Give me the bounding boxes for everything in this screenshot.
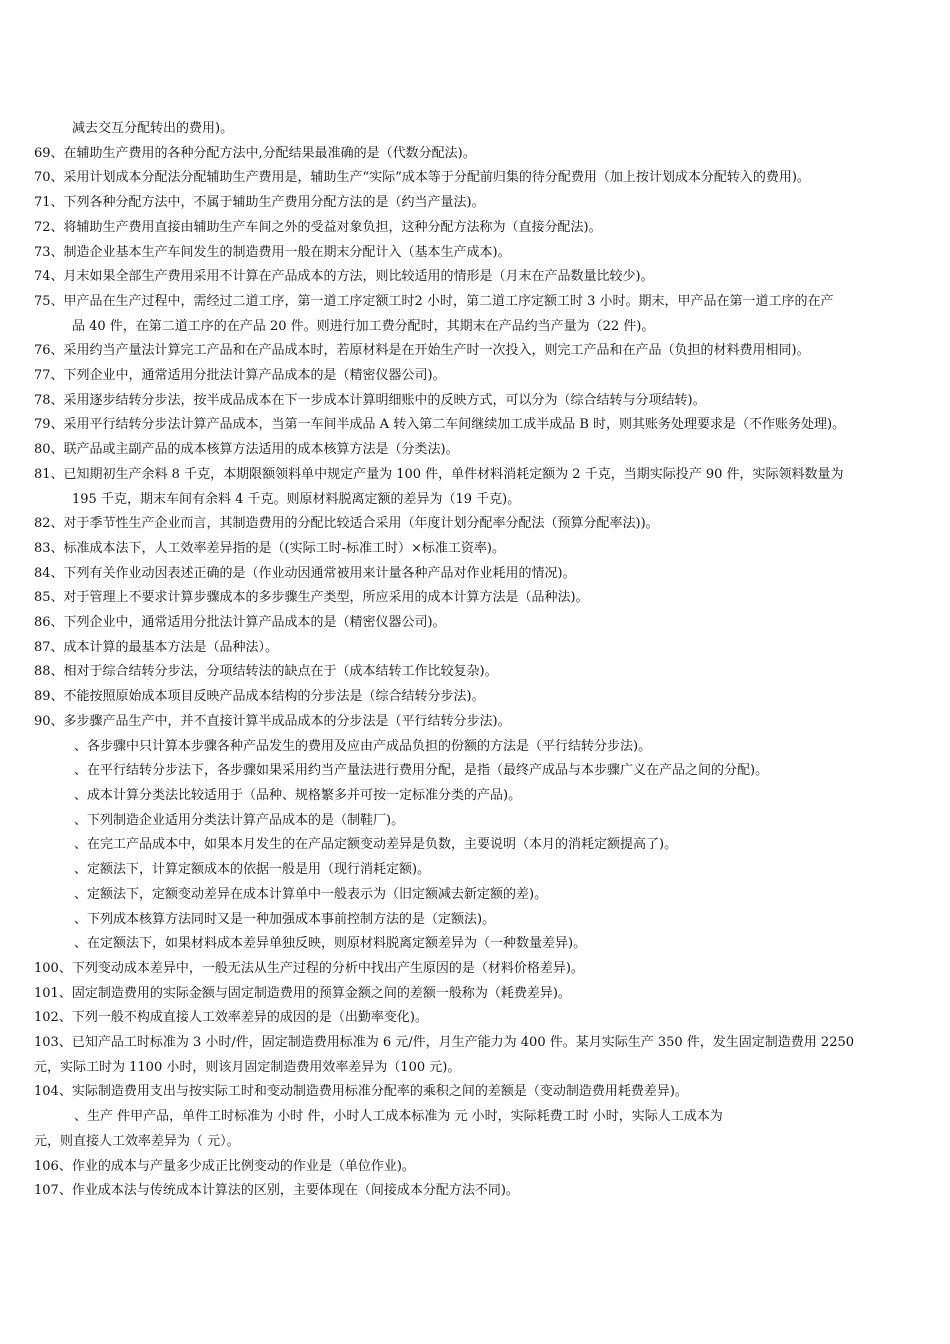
text-line: 102、下列一般不构成直接人工效率差异的成因的是（出勤率变化)。: [34, 1010, 428, 1026]
text-line: 69、在辅助生产费用的各种分配方法中,分配结果最准确的是（代数分配法)。: [34, 145, 476, 161]
text-line: 80、联产品或主副产品的成本核算方法适用的成本核算方法是（分类法)。: [34, 442, 459, 458]
text-line: 70、采用计划成本分配法分配辅助生产费用是，辅助生产“实际”成本等于分配前归集的待分配费用（加上按计划成本分配转入的费用)。: [34, 170, 810, 186]
text-line: 78、采用逐步结转分步法，按半成品成本在下一步成本计算明细账中的反映方式，可以分为（综合结转与分项结转)。: [34, 392, 706, 408]
text-line: 74、月末如果全部生产费用采用不计算在产品成本的方法，则比较适用的情形是（月末在产品数量比较少)。: [34, 269, 654, 285]
text-line: 81、已知期初生产余料 8 千克，本期限额领料单中规定产量为 100 件，单件材料消耗定额为 2 千克，当期实际投产 90 件，实际领料数量为: [34, 466, 844, 482]
text-line: 104、实际制造费用支出与按实际工时和变动制造费用标准分配率的乘积之间的差额是（变动制造费用耗费差异)。: [34, 1084, 688, 1100]
text-line: 107、作业成本法与传统成本计算法的区别，主要体现在（间接成本分配方法不同)。: [34, 1183, 519, 1199]
text-line: 106、作业的成本与产量多少成正比例变动的作业是（单位作业)。: [34, 1158, 415, 1174]
text-line: 88、相对于综合结转分步法，分项结转法的缺点在于（成本结转工作比较复杂)。: [34, 664, 498, 680]
text-line: 、定额法下，定额变动差异在成本计算单中一般表示为（旧定额减去新定额的差)。: [74, 886, 548, 902]
text-line: 、定额法下，计算定额成本的依据一般是用（现行消耗定额)。: [74, 862, 431, 878]
text-line: 83、标准成本法下，人工效率差异指的是（(实际工时-标准工时）×标准工资率)。: [34, 540, 505, 556]
text-line: 减去交互分配转出的费用)。: [72, 121, 234, 136]
text-line: 、下列成本核算方法同时又是一种加强成本事前控制方法的是（定额法)。: [74, 911, 496, 927]
text-line: 、在平行结转分步法下，各步骤如果采用约当产量法进行费用分配，是指（最终产成品与本步骤广义在产品之间的分配)。: [74, 763, 769, 779]
text-line: 103、已知产品工时标准为 3 小时/件，固定制造费用标准为 6 元/件，月生产能力为 400 件。某月实际生产 350 件，发生固定制造费用 2250: [34, 1035, 855, 1051]
text-line: 79、采用平行结转分步法计算产品成本，当第一车间半成品 A 转入第二车间继续加工成半成品 B 时，则其账务处理要求是（不作账务处理)。: [34, 417, 846, 433]
text-line: 82、对于季节性生产企业而言，其制造费用的分配比较适合采用（年度计划分配率分配法（预算分配率法))。: [34, 516, 659, 532]
text-line: 、下列制造企业适用分类法计算产品成本的是（制鞋厂)。: [74, 812, 405, 828]
text-line: 89、不能按照原始成本项目反映产品成本结构的分步法是（综合结转分步法)。: [34, 689, 485, 705]
text-line: 75、甲产品在生产过程中，需经过二道工序，第一道工序定额工时2 小时，第二道工序定额工时 3 小时。期末，甲产品在第一道工序的在产: [34, 293, 834, 309]
text-line: 86、下列企业中，通常适用分批法计算产品成本的是（精密仪器公司)。: [34, 615, 446, 631]
text-line: 73、制造企业基本生产车间发生的制造费用一般在期末分配计入（基本生产成本)。: [34, 244, 511, 260]
text-line: 、在完工产品成本中，如果本月发生的在产品定额变动差异是负数，主要说明（本月的消耗定额提高了)。: [74, 837, 678, 853]
text-line: 90、多步骤产品生产中，并不直接计算半成品成本的分步法是（平行结转分步法)。: [34, 713, 511, 729]
text-line: 77、下列企业中，通常适用分批法计算产品成本的是（精密仪器公司)。: [34, 368, 446, 384]
text-line: 71、下列各种分配方法中，不属于辅助生产费用分配方法的是（约当产量法)。: [34, 195, 485, 211]
text-line: 品 40 件，在第二道工序的在产品 20 件。则进行加工费分配时，其期末在产品约当产量为（22 件)。: [72, 318, 655, 334]
text-line: 84、下列有关作业动因表述正确的是（作业动因通常被用来计量各种产品对作业耗用的情况)。: [34, 565, 576, 581]
text-line: 、在定额法下，如果材料成本差异单独反映，则原材料脱离定额差异为（一种数量差异)。: [74, 936, 587, 952]
text-line: 76、采用约当产量法计算完工产品和在产品成本时，若原材料是在开始生产时一次投入，则完工产品和在产品（负担的材料费用相同)。: [34, 343, 810, 359]
text-line: 195 千克，期末车间有余料 4 千克。则原材料脱离定额的差异为（19 千克)。: [72, 491, 521, 507]
text-line: 、生产 件甲产品，单件工时标准为 小时 件，小时人工成本标准为 元 小时，实际耗费工时 小时，实际人工成本为: [74, 1109, 723, 1125]
text-line: 85、对于管理上不要求计算步骤成本的多步骤生产类型，所应采用的成本计算方法是（品种法)。: [34, 590, 589, 606]
text-line: 101、固定制造费用的实际金额与固定制造费用的预算金额之间的差额一般称为（耗费差异)。: [34, 985, 571, 1001]
text-line: 元，则直接人工效率差异为（ 元）。: [34, 1133, 240, 1149]
text-line: 72、将辅助生产费用直接由辅助生产车间之外的受益对象负担，这种分配方法称为（直接分配法)。: [34, 219, 602, 235]
text-line: 、成本计算分类法比较适用于（品种、规格繁多并可按一定标准分类的产品)。: [74, 787, 522, 803]
text-line: 87、成本计算的最基本方法是（品种法）。: [34, 639, 279, 655]
text-line: 、各步骤中只计算本步骤各种产品发生的费用及应由产成品负担的份额的方法是（平行结转分步法)。: [74, 738, 652, 754]
text-line: 元，实际工时为 1100 小时，则该月固定制造费用效率差异为（100 元)。: [34, 1059, 461, 1075]
text-line: 100、下列变动成本差异中，一般无法从生产过程的分析中找出产生原因的是（材料价格差异)。: [34, 960, 584, 976]
